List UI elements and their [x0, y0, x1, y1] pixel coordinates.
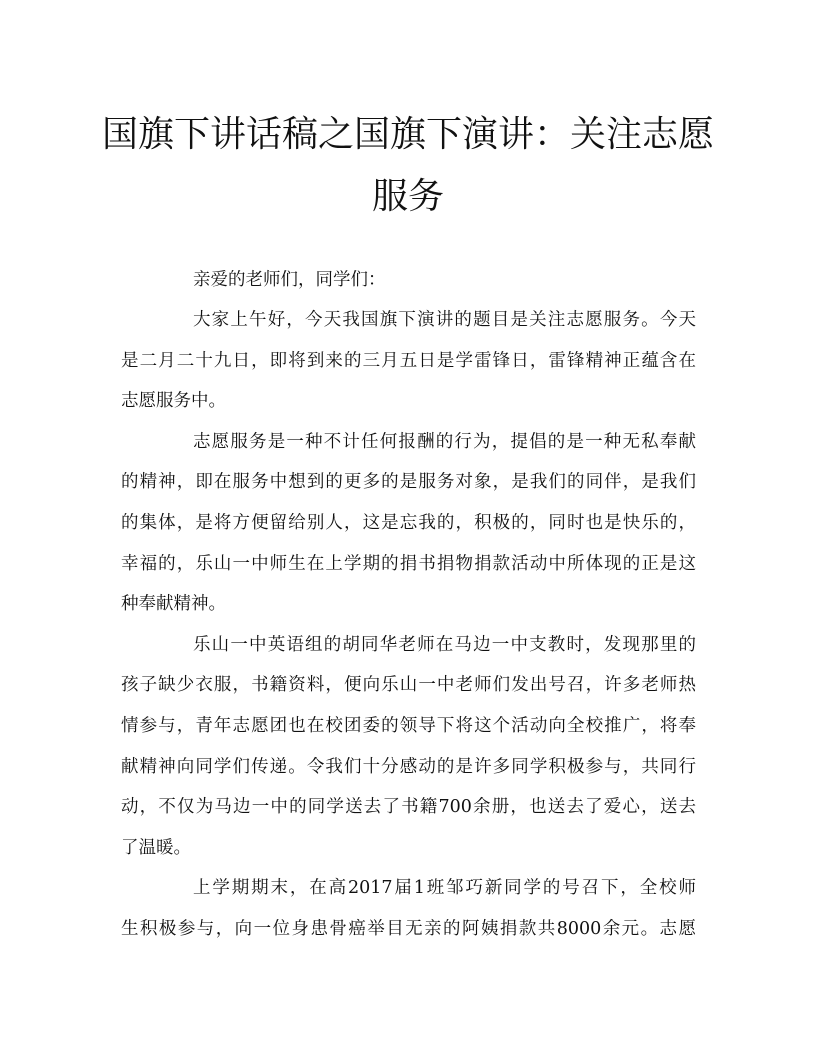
paragraph-4 — [121, 868, 696, 949]
text-line: 乐山一中英语组的胡同华老师在马边一中支教时，发现那里的 — [193, 634, 696, 655]
text-line: 了温暖。 — [121, 837, 191, 858]
paragraph-2 — [121, 422, 696, 625]
text-line: 动，不仅为马边一中的同学送去了书籍700余册，也送去了爱心，送去 — [121, 797, 696, 818]
salutation: 亲爱的老师们，同学们： — [193, 270, 386, 290]
text-line: 情参与，青年志愿团也在校团委的领导下将这个活动向全校推广，将奉 — [121, 715, 696, 736]
text-line: 的集体，是将方便留给别人，这是忘我的，积极的，同时也是快乐的， — [121, 512, 696, 533]
text-line: 上学期期末，在高2017届1班邹巧新同学的号召下，全校师 — [193, 878, 696, 899]
text-line: 大家上午好，今天我国旗下演讲的题目是关注志愿服务。今天 — [193, 310, 696, 330]
paragraph-1 — [121, 300, 696, 422]
document-body — [121, 260, 696, 950]
text-line: 志愿服务中。 — [121, 391, 226, 412]
text-line: 孩子缺少衣服，书籍资料，便向乐山一中老师们发出号召，许多老师热 — [121, 675, 696, 696]
text-line: 志愿服务是一种不计任何报酬的行为，提倡的是一种无私奉献 — [193, 431, 696, 452]
text-line: 幸福的，乐山一中师生在上学期的捐书捐物捐款活动中所体现的正是这 — [121, 553, 696, 574]
title-line-1: 国旗下讲话稿之国旗下演讲：关注志愿 — [101, 114, 714, 155]
paragraph-3 — [121, 625, 696, 869]
title-line-2: 服务 — [371, 176, 444, 217]
text-line: 的精神，即在服务中想到的更多的是服务对象，是我们的同伴，是我们 — [121, 472, 696, 493]
text-line: 是二月二十九日，即将到来的三月五日是学雷锋日，雷锋精神正蕴含在 — [121, 350, 696, 371]
document-title — [100, 104, 716, 228]
text-line: 生积极参与，向一位身患骨癌举目无亲的阿姨捐款共8000余元。志愿 — [121, 918, 696, 939]
text-line: 种奉献精神。 — [121, 594, 226, 615]
text-line: 献精神向同学们传递。令我们十分感动的是许多同学积极参与，共同行 — [121, 756, 696, 777]
